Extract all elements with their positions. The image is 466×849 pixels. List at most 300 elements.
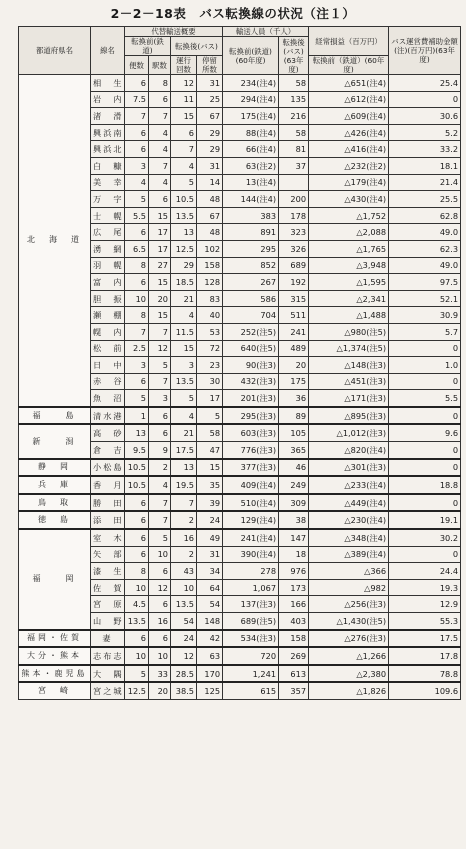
cell-value: 201(注3) <box>223 390 279 407</box>
prefecture-name: 福岡・佐賀 <box>19 630 91 648</box>
cell-value: 432(注3) <box>223 373 279 390</box>
cell-value: 10 <box>149 647 171 665</box>
col-stops: 停留所数 <box>197 56 223 75</box>
cell-value: 6 <box>125 274 149 291</box>
cell-value: △179(注4) <box>309 174 389 191</box>
prefecture-name: 福 島 <box>19 407 91 425</box>
cell-value: 175 <box>279 373 309 390</box>
cell-value: 105 <box>279 424 309 441</box>
line-name: 魚 沼 <box>91 390 125 407</box>
cell-value: 25.5 <box>389 191 461 208</box>
col-loss-sub: 転換前（鉄道）(60年度) <box>309 56 389 75</box>
cell-value: △609(注4) <box>309 108 389 125</box>
prefecture-name: 宮 崎 <box>19 682 91 699</box>
col-subsidy: バス運営費補助金額(注)(百万円)(63年度) <box>389 27 461 75</box>
cell-value: 49.0 <box>389 257 461 274</box>
cell-value: 170 <box>197 665 223 683</box>
cell-value: 25.4 <box>389 75 461 92</box>
cell-value: △449(注4) <box>309 494 389 512</box>
cell-value: 7 <box>149 373 171 390</box>
cell-value: 7 <box>171 141 197 158</box>
cell-value: 510(注4) <box>223 494 279 512</box>
cell-value: 5 <box>125 191 149 208</box>
cell-value: 8 <box>125 563 149 580</box>
cell-value: 323 <box>279 224 309 241</box>
cell-value: 15 <box>171 340 197 357</box>
cell-value: △230(注4) <box>309 511 389 529</box>
cell-value: 615 <box>223 682 279 699</box>
cell-value: △276(注3) <box>309 630 389 648</box>
cell-value: 49.0 <box>389 224 461 241</box>
line-name: 広 尾 <box>91 224 125 241</box>
cell-value: 18.8 <box>389 476 461 494</box>
line-name: 山 野 <box>91 613 125 630</box>
cell-value: 43 <box>171 563 197 580</box>
cell-value: 613 <box>279 665 309 683</box>
cell-value: 97.5 <box>389 274 461 291</box>
cell-value: 72 <box>197 340 223 357</box>
cell-value: △430(注4) <box>309 191 389 208</box>
table-row <box>19 494 461 512</box>
cell-value: 6 <box>125 124 149 141</box>
cell-value: 66(注4) <box>223 141 279 158</box>
line-name: 興浜南 <box>91 124 125 141</box>
cell-value: 5.5 <box>125 207 149 224</box>
cell-value: 54 <box>197 596 223 613</box>
cell-value: 4 <box>125 174 149 191</box>
cell-value: 315 <box>279 290 309 307</box>
line-name: 赤 谷 <box>91 373 125 390</box>
cell-value: 7 <box>125 108 149 125</box>
cell-value: 383 <box>223 207 279 224</box>
cell-value: 62.3 <box>389 240 461 257</box>
cell-value: 39 <box>197 494 223 512</box>
cell-value: 128 <box>197 274 223 291</box>
cell-value: △2,341 <box>309 290 389 307</box>
cell-value: 10.5 <box>171 191 197 208</box>
prefecture-name: 新 潟 <box>19 424 91 458</box>
cell-value: 46 <box>279 459 309 477</box>
line-name: 漆 生 <box>91 563 125 580</box>
line-name: 宮之城 <box>91 682 125 699</box>
cell-value: 18.5 <box>171 274 197 291</box>
cell-value: 4 <box>171 157 197 174</box>
cell-value: 3 <box>149 390 171 407</box>
table-row <box>19 424 461 441</box>
col-tr-after: 転換後(バス)(63年度) <box>279 37 309 75</box>
prefecture-name: 静 岡 <box>19 459 91 477</box>
line-name: 清水港 <box>91 407 125 425</box>
cell-value: 125 <box>197 682 223 699</box>
prefecture-name: 兵 庫 <box>19 476 91 494</box>
cell-value: 19.1 <box>389 511 461 529</box>
cell-value: 5 <box>149 529 171 546</box>
cell-value: 58 <box>279 75 309 92</box>
cell-value: △982 <box>309 579 389 596</box>
cell-value: 29 <box>197 124 223 141</box>
cell-value: 102 <box>197 240 223 257</box>
cell-value: 640(注5) <box>223 340 279 357</box>
cell-value: 267 <box>223 274 279 291</box>
cell-value: 7 <box>125 323 149 340</box>
cell-value: 19.5 <box>171 476 197 494</box>
cell-value: 36 <box>279 390 309 407</box>
cell-value: 166 <box>279 596 309 613</box>
cell-value: 278 <box>223 563 279 580</box>
line-name: 湧 網 <box>91 240 125 257</box>
cell-value: 252(注5) <box>223 323 279 340</box>
cell-value: 6 <box>125 224 149 241</box>
cell-value: 4 <box>149 476 171 494</box>
line-name: 大 隅 <box>91 665 125 683</box>
cell-value: 15 <box>149 207 171 224</box>
cell-value: 6 <box>149 191 171 208</box>
cell-value: 67 <box>197 207 223 224</box>
col-loss: 経常損益（百万円） <box>309 27 389 56</box>
cell-value: 175(注4) <box>223 108 279 125</box>
cell-value: 0 <box>389 494 461 512</box>
cell-value: 0 <box>389 407 461 425</box>
cell-value: 15 <box>197 459 223 477</box>
cell-value: △451(注3) <box>309 373 389 390</box>
col-stations: 駅数 <box>149 56 171 75</box>
cell-value: 15 <box>149 274 171 291</box>
cell-value: 295 <box>223 240 279 257</box>
cell-value: △301(注3) <box>309 459 389 477</box>
col-after: 転換後(バス) <box>171 37 223 56</box>
col-pref: 都道府県名 <box>19 27 91 75</box>
cell-value: △895(注3) <box>309 407 389 425</box>
table-row <box>19 665 461 683</box>
cell-value: 295(注3) <box>223 407 279 425</box>
cell-value: 10.5 <box>125 476 149 494</box>
table-row <box>19 476 461 494</box>
cell-value: 6 <box>125 373 149 390</box>
cell-value: 30.9 <box>389 307 461 324</box>
cell-value: 326 <box>279 240 309 257</box>
cell-value: 12 <box>149 340 171 357</box>
line-name: 士 幌 <box>91 207 125 224</box>
cell-value: 269 <box>279 647 309 665</box>
cell-value: △980(注5) <box>309 323 389 340</box>
cell-value: 7 <box>149 494 171 512</box>
table-row <box>19 682 461 699</box>
cell-value: 89 <box>279 407 309 425</box>
cell-value: 976 <box>279 563 309 580</box>
cell-value: 47 <box>197 442 223 459</box>
cell-value: 58 <box>279 124 309 141</box>
cell-value: 241 <box>279 323 309 340</box>
cell-value: 4 <box>149 141 171 158</box>
table-row <box>19 647 461 665</box>
table-row <box>19 529 461 546</box>
cell-value: 2 <box>149 459 171 477</box>
cell-value: 55.3 <box>389 613 461 630</box>
line-name: 小松島 <box>91 459 125 477</box>
cell-value: 13 <box>171 224 197 241</box>
cell-value: 7 <box>171 494 197 512</box>
cell-value: 12 <box>171 647 197 665</box>
cell-value: 178 <box>279 207 309 224</box>
cell-value: 4 <box>171 407 197 425</box>
cell-value: 7 <box>149 108 171 125</box>
cell-value: 309 <box>279 494 309 512</box>
line-name: 幌 内 <box>91 323 125 340</box>
col-service: 代替輸送概要 <box>125 27 223 37</box>
cell-value: △148(注3) <box>309 357 389 374</box>
cell-value: 7.5 <box>125 91 149 108</box>
cell-value: 7 <box>149 323 171 340</box>
cell-value: △1,595 <box>309 274 389 291</box>
cell-value: 200 <box>279 191 309 208</box>
cell-value: 42 <box>197 630 223 648</box>
table-row <box>19 407 461 425</box>
cell-value: 147 <box>279 529 309 546</box>
cell-value: △820(注4) <box>309 442 389 459</box>
cell-value: 365 <box>279 442 309 459</box>
cell-value: 852 <box>223 257 279 274</box>
cell-value: 294(注4) <box>223 91 279 108</box>
table-row <box>19 511 461 529</box>
cell-value: 31 <box>197 157 223 174</box>
cell-value: 720 <box>223 647 279 665</box>
cell-value: 5 <box>171 390 197 407</box>
cell-value: △1,266 <box>309 647 389 665</box>
cell-value: △1,012(注3) <box>309 424 389 441</box>
cell-value: 17 <box>149 224 171 241</box>
line-name: 美 幸 <box>91 174 125 191</box>
cell-value: 3 <box>171 357 197 374</box>
cell-value: 63 <box>197 647 223 665</box>
cell-value: △232(注2) <box>309 157 389 174</box>
cell-value: 49 <box>197 529 223 546</box>
cell-value: 6 <box>125 75 149 92</box>
cell-value: 249 <box>279 476 309 494</box>
line-name: 宮 原 <box>91 596 125 613</box>
cell-value: 489 <box>279 340 309 357</box>
cell-value: 25 <box>197 91 223 108</box>
cell-value: 4 <box>171 307 197 324</box>
cell-value: 357 <box>279 682 309 699</box>
cell-value: 9.6 <box>389 424 461 441</box>
cell-value: △3,948 <box>309 257 389 274</box>
cell-value: △366 <box>309 563 389 580</box>
cell-value: 2.5 <box>125 340 149 357</box>
cell-value: 78.8 <box>389 665 461 683</box>
cell-value: 34 <box>197 563 223 580</box>
cell-value: 21.4 <box>389 174 461 191</box>
cell-value: 18.1 <box>389 157 461 174</box>
cell-value: 148 <box>197 613 223 630</box>
cell-value: 10 <box>125 647 149 665</box>
bus-conversion-table <box>18 26 461 700</box>
cell-value: 0 <box>389 442 461 459</box>
line-name: 瀬 棚 <box>91 307 125 324</box>
cell-value: 6 <box>149 596 171 613</box>
cell-value: △348(注4) <box>309 529 389 546</box>
cell-value: 31 <box>197 546 223 563</box>
cell-value: 689(注5) <box>223 613 279 630</box>
col-ops: 便数 <box>125 56 149 75</box>
cell-value: 0 <box>389 546 461 563</box>
cell-value: 1.0 <box>389 357 461 374</box>
cell-value: 29 <box>197 141 223 158</box>
table-body <box>19 75 461 700</box>
col-runs: 運行回数 <box>171 56 197 75</box>
col-tr-before: 転換前(鉄道)(60年度) <box>223 37 279 75</box>
cell-value: 35 <box>197 476 223 494</box>
line-name: 相 生 <box>91 75 125 92</box>
cell-value: 5 <box>125 390 149 407</box>
col-transport: 輸送人員（千人） <box>223 27 309 37</box>
cell-value: 12 <box>171 75 197 92</box>
cell-value: 23 <box>197 357 223 374</box>
cell-value: 17.5 <box>171 442 197 459</box>
line-name: 日 中 <box>91 357 125 374</box>
cell-value: 33.2 <box>389 141 461 158</box>
cell-value: 3 <box>125 357 149 374</box>
cell-value: 6 <box>125 141 149 158</box>
line-name: 岩 内 <box>91 91 125 108</box>
cell-value: 776(注3) <box>223 442 279 459</box>
cell-value: 4 <box>149 174 171 191</box>
cell-value: 81 <box>279 141 309 158</box>
cell-value: △1,752 <box>309 207 389 224</box>
cell-value: 6.5 <box>125 240 149 257</box>
cell-value: 1 <box>125 407 149 425</box>
line-name: 渚 滑 <box>91 108 125 125</box>
cell-value: 8 <box>149 75 171 92</box>
cell-value: 135 <box>279 91 309 108</box>
cell-value: 54 <box>171 613 197 630</box>
cell-value: 5 <box>125 665 149 683</box>
cell-value: 158 <box>197 257 223 274</box>
cell-value: 1,241 <box>223 665 279 683</box>
cell-value: 16 <box>171 529 197 546</box>
cell-value: △1,430(注5) <box>309 613 389 630</box>
cell-value: 6 <box>149 407 171 425</box>
cell-value: 24.4 <box>389 563 461 580</box>
cell-value: 6 <box>125 529 149 546</box>
table-row <box>19 459 461 477</box>
cell-value: 63(注2) <box>223 157 279 174</box>
cell-value: 2 <box>171 511 197 529</box>
cell-value: 511 <box>279 307 309 324</box>
cell-value: 5 <box>149 357 171 374</box>
line-name: 矢 部 <box>91 546 125 563</box>
cell-value: 5 <box>171 174 197 191</box>
cell-value: △256(注3) <box>309 596 389 613</box>
line-name: 富 内 <box>91 274 125 291</box>
cell-value: 88(注4) <box>223 124 279 141</box>
cell-value: 6 <box>171 124 197 141</box>
cell-value: △1,374(注5) <box>309 340 389 357</box>
cell-value: 13.5 <box>171 373 197 390</box>
prefecture-name: 徳 島 <box>19 511 91 529</box>
cell-value: 2 <box>171 546 197 563</box>
cell-value: 10 <box>125 290 149 307</box>
line-name: 白 糠 <box>91 157 125 174</box>
cell-value: 30.2 <box>389 529 461 546</box>
col-before: 転換前(鉄道) <box>125 37 171 56</box>
cell-value: 109.6 <box>389 682 461 699</box>
cell-value: 38.5 <box>171 682 197 699</box>
cell-value: 6 <box>149 91 171 108</box>
cell-value: △651(注4) <box>309 75 389 92</box>
line-name: 松 前 <box>91 340 125 357</box>
cell-value: 17.8 <box>389 647 461 665</box>
cell-value: 9.5 <box>125 442 149 459</box>
cell-value: 704 <box>223 307 279 324</box>
cell-value: △1,765 <box>309 240 389 257</box>
cell-value: 14 <box>197 174 223 191</box>
cell-value: 5.5 <box>389 390 461 407</box>
cell-value: 15 <box>149 307 171 324</box>
cell-value: 90(注3) <box>223 357 279 374</box>
cell-value: 5 <box>197 407 223 425</box>
cell-value: 67 <box>197 108 223 125</box>
cell-value: 0 <box>389 373 461 390</box>
line-name: 胆 振 <box>91 290 125 307</box>
cell-value: 12.5 <box>125 682 149 699</box>
line-name: 万 字 <box>91 191 125 208</box>
cell-value: 377(注3) <box>223 459 279 477</box>
cell-value: 30 <box>197 373 223 390</box>
cell-value: 13.5 <box>171 207 197 224</box>
cell-value: 5.2 <box>389 124 461 141</box>
cell-value: 29 <box>171 257 197 274</box>
line-name: 佐 賀 <box>91 579 125 596</box>
cell-value: 13 <box>171 459 197 477</box>
cell-value: 33 <box>149 665 171 683</box>
cell-value: 8 <box>125 257 149 274</box>
cell-value: 403 <box>279 613 309 630</box>
cell-value: 129(注4) <box>223 511 279 529</box>
cell-value: 192 <box>279 274 309 291</box>
cell-value: 58 <box>197 424 223 441</box>
cell-value: 8 <box>125 307 149 324</box>
cell-value: 6 <box>149 563 171 580</box>
cell-value: 1,067 <box>223 579 279 596</box>
col-line: 線名 <box>91 27 125 75</box>
cell-value: 10 <box>149 546 171 563</box>
cell-value: 17.5 <box>389 630 461 648</box>
cell-value: △171(注3) <box>309 390 389 407</box>
prefecture-name: 鳥 取 <box>19 494 91 512</box>
cell-value: △233(注4) <box>309 476 389 494</box>
line-name: 室 木 <box>91 529 125 546</box>
cell-value: 20 <box>149 290 171 307</box>
cell-value: 7 <box>149 511 171 529</box>
cell-value: 24 <box>171 630 197 648</box>
cell-value: 0 <box>389 459 461 477</box>
prefecture-name: 福 岡 <box>19 529 91 630</box>
cell-value: 11.5 <box>171 323 197 340</box>
cell-value: 603(注3) <box>223 424 279 441</box>
cell-value: 158 <box>279 630 309 648</box>
cell-value: 17 <box>149 240 171 257</box>
cell-value: 390(注4) <box>223 546 279 563</box>
prefecture-name: 熊本・鹿児島 <box>19 665 91 683</box>
cell-value: 40 <box>197 307 223 324</box>
cell-value: 31 <box>197 75 223 92</box>
line-name: 添 田 <box>91 511 125 529</box>
cell-value: 10 <box>125 579 149 596</box>
prefecture-name: 北 海 道 <box>19 75 91 407</box>
cell-value: △2,088 <box>309 224 389 241</box>
cell-value: 6 <box>125 494 149 512</box>
cell-value: 12 <box>149 579 171 596</box>
